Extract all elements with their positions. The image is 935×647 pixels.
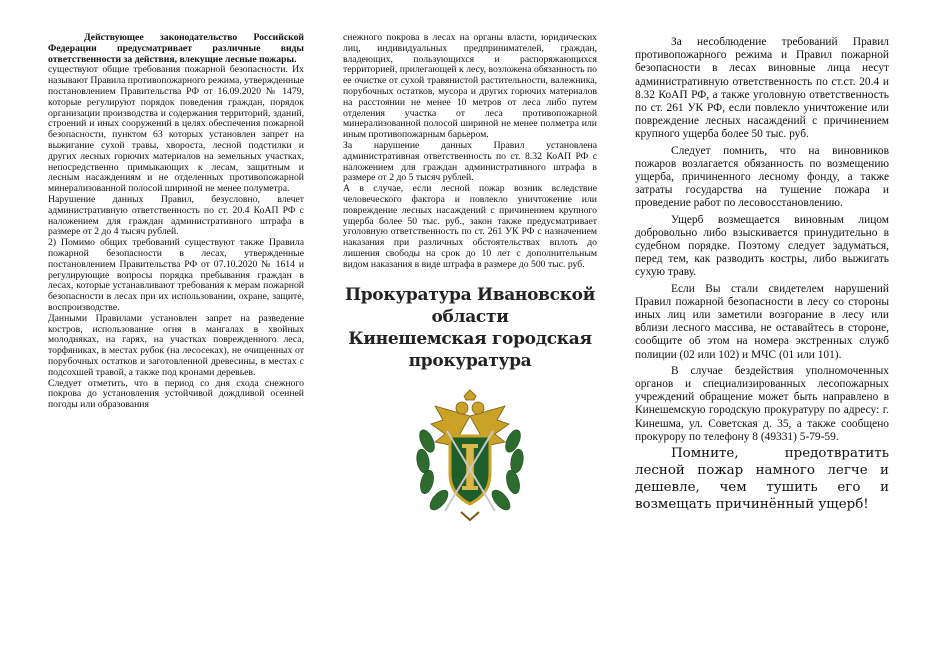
paragraph-fire-ban: Данными Правилами установлен запрет на разведение костров, использование огня в мангалах в хвойных молодняках, на гарях, на участках поврежденного леса, торфяниках, в местах рубок (на лесосеках), не очищенных от порубочных остатков и заготовленной древесины, в местах с подсохшей травой, а также под кронами деревьев.: [48, 312, 304, 378]
paragraph-admin-liability-20-4: Нарушение данных Правил, безусловно, влечет административную ответственность по ст. 20.4 КоАП РФ с наложением для граждан административного штрафа в размере от 2 до 4 тысяч рублей.: [48, 193, 304, 238]
paragraph-seasonal-duty: Следует отметить, что в период со дня схода снежного покрова до установления устойчивой дождливой осенней погоды или образования: [48, 377, 304, 411]
org-line-1: Прокуратура Ивановской области: [344, 284, 596, 327]
intro-heading: Действующее законодательство Российской Федерации предусматривает различные виды ответственности за действия, влекущие лесные пожары.: [48, 32, 304, 65]
paragraph-general-rules: существуют общие требования пожарной безопасности. Их называют Правила противопожарного режима, утвержденные постановлением Правительства РФ от 16.09.2020 № 1479, которые регулируют порядок поведения граждан, порядок организации производства и содержания территорий, зданий, строений и иных сооружений в целях обеспечения пожарной безопасности, пунктом 63 которых установлен запрет на выжигание сухой травы, хвороста, лесной подстилки и других лесных горючих материалов на земельных участках, непосредственно примыкающих к лесам, защитным и лесным насаждениям и не отделенных противопожарной минерализованной полосой шириной не менее полуметра.: [48, 64, 305, 195]
org-line-3: прокуратура: [408, 350, 532, 371]
column-left: [48, 33, 304, 411]
paragraph-forest-rules: 2) Помимо общих требований существуют также Правила пожарной безопасности в лесах, утвержденные постановлением Правительства РФ от 07.10.2020 № 1614 и регулирующие вопросы порядка пребывания граждан в лесах, которые устанавливают требования к мерам пожарной безопасности в лесах при их использовании, охране, защите, воспроизводстве.: [48, 237, 304, 313]
paragraph-contact-prosecutor: В случае бездействия уполномоченных органов и специализированных лесопожарных учреждений обращение может быть направлено в Кинешемскую городскую прокуратуру по адресу: г. Кинешма, ул. Советская д. 35, а также сообщено прокурору по телефону 8 (49331) 5-79-59.: [635, 364, 889, 443]
paragraph-admin-liability-8-32: За нарушение данных Правил установлена административная ответственность по ст. 8.32 КоАП РФ с наложением для граждан административного штрафа в размере от 2 до 5 тысяч рублей.: [343, 139, 597, 184]
org-line-2: Кинешемская городская: [348, 328, 592, 349]
column-middle: [343, 33, 597, 526]
column-right: [635, 36, 889, 513]
paragraph-voluntary-recovery: Ущерб возмещается виновным лицом добровольно либо взыскивается принудительно в судебном порядке. Поэтому следует задуматься, перед тем, как разводить костры, либо выжигать сухую траву.: [635, 213, 889, 279]
closing-slogan: Помните, предотвратить лесной пожар намного легче и дешевле, чем тушить его и возмещать причинённый ущерб!: [635, 446, 889, 513]
organization-name: [343, 284, 597, 372]
paragraph-report-violations: Если Вы стали свидетелем нарушений Правил пожарной безопасности в лесу со стороны иных лиц или заметили возгорание в лесу или вблизи лесного массива, не оставайтесь в стороне, сообщите об этом на номера экстренных служб полиции (02 или 102) и МЧС (01 или 101).: [635, 282, 889, 361]
paragraph-damage-compensation: Следует помнить, что на виновников пожаров возлагается обязанность по возмещению ущерба, причиненного лесному фонду, а также затраты государства на тушение пожара и проведение работ по лесовосстановлению.: [635, 144, 889, 210]
prosecutor-emblem-icon: [405, 386, 535, 526]
paragraph-liability-summary: За несоблюдение требований Правил противопожарного режима и Правил пожарной безопасности в лесах виновные лица несут административную ответственность по ст.ст. 20.4 и 8.32 КоАП РФ, а также уголовную ответственность по ст. 261 УК РФ, если повлекло уничтожение или повреждение лесных насаждений с причинением крупного ущерба более 50 тыс. руб.: [635, 36, 889, 141]
paragraph-criminal-liability: А в случае, если лесной пожар возник вследствие человеческого фактора и повлекло уничтожение или повреждение лесных насаждений с причинением крупного ущерба более 50 тыс. руб., закон также предусматривает уголовную ответственность по ст. 261 УК РФ с назначением наказания при различных обстоятельствах вплоть до лишения свободы на срок до 10 лет с дополнительным видом наказания в виде штрафа в размере до 500 тыс. руб.: [343, 183, 597, 270]
paragraph-cleanup-duty: снежного покрова в лесах на органы власти, юридических лиц, индивидуальных предпринимателей, граждан, владеющих, пользующихся и распоряжающихся территорией, прилегающей к лесу, возложена обязанность по ее очистке от сухой травянистой растительности, валежника, порубочных остатков, мусора и других горючих материалов на расстоянии не менее 10 метров от леса либо путем отделения участка от леса противопожарной минерализованной полосой шириной не менее полметра или иным противопожарным барьером.: [343, 32, 597, 141]
